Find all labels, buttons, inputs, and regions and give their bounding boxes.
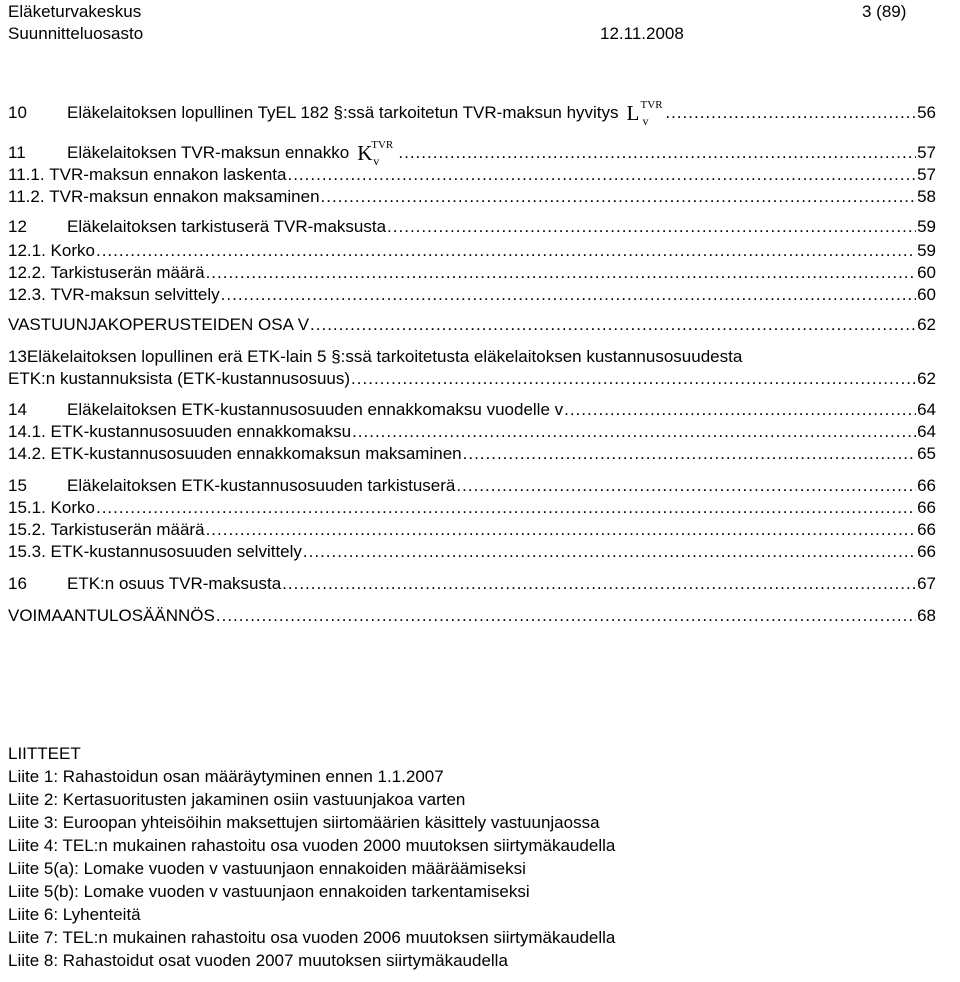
toc-label: Korko [50, 241, 95, 260]
toc-entry-14-1[interactable] [8, 421, 936, 443]
toc-page: 57 [917, 143, 936, 162]
leader-dots [287, 164, 916, 186]
appendix-title: LIITTEET [8, 744, 81, 763]
toc-number: 15 [8, 476, 27, 495]
toc-label: Eläkelaitoksen lopullinen erä ETK-lain 5 §:ssä tarkoitetusta eläkelaitoksen kustannusosuudesta [26, 347, 743, 366]
toc-entry-part-v[interactable] [8, 314, 936, 336]
toc-page: 66 [917, 476, 936, 495]
toc-page: 65 [917, 444, 936, 463]
leader-dots [352, 421, 916, 443]
leader-dots [387, 216, 916, 238]
toc-entry-13[interactable] [8, 346, 936, 390]
symbol-l-tvr-v: L TVR v [626, 99, 663, 128]
toc-page: 60 [917, 285, 936, 304]
toc-page: 66 [917, 520, 936, 539]
toc-entry-15-2[interactable] [8, 519, 936, 541]
appendix-item[interactable]: Liite 7: TEL:n mukainen rahastoitu osa vuoden 2006 muutoksen siirtymäkaudella [8, 928, 616, 947]
toc-number: 14.1. [8, 422, 46, 441]
toc-label: Eläkelaitoksen ETK-kustannusosuuden tarkistuserä [67, 476, 456, 495]
toc-entry-14[interactable] [8, 399, 936, 421]
toc-label: VASTUUNJAKOPERUSTEIDEN OSA V [8, 315, 310, 334]
toc-page: 58 [917, 187, 936, 206]
leader-dots [310, 314, 916, 336]
toc-page: 68 [917, 606, 936, 625]
toc-page: 67 [917, 574, 936, 593]
toc-entry-11-1[interactable] [8, 164, 936, 186]
toc-entry-11[interactable] [8, 138, 936, 168]
toc-page: 64 [917, 422, 936, 441]
appendix-item[interactable]: Liite 6: Lyhenteitä [8, 905, 141, 924]
toc-label: TVR-maksun ennakon laskenta [49, 165, 287, 184]
toc-entry-15-1[interactable] [8, 497, 936, 519]
toc-number: 11 [8, 143, 26, 162]
toc-number: 12.3. [8, 285, 46, 304]
leader-dots [665, 102, 916, 124]
toc-entry-14-2[interactable] [8, 443, 936, 465]
toc-number: 13 [8, 347, 27, 366]
toc-entry-12-3[interactable] [8, 284, 936, 306]
leader-dots [221, 284, 916, 306]
department-name: Suunnitteluosasto [8, 24, 144, 43]
toc-page: 57 [917, 165, 936, 184]
toc-number: 14.2. [8, 444, 46, 463]
toc-entry-12-2[interactable] [8, 262, 936, 284]
appendix-item[interactable]: Liite 4: TEL:n mukainen rahastoitu osa vuoden 2000 muutoksen siirtymäkaudella [8, 836, 616, 855]
appendix-item[interactable]: Liite 1: Rahastoidun osan määräytyminen ennen 1.1.2007 [8, 767, 444, 786]
toc-page: 60 [917, 263, 936, 282]
toc-label: ETK-kustannusosuuden selvittely [50, 542, 302, 561]
toc-entry-effect[interactable] [8, 605, 936, 627]
toc-number: 11.1. [8, 165, 45, 184]
toc-label: VOIMAANTULOSÄÄNNÖS [8, 606, 215, 625]
appendix-item[interactable]: Liite 5(a): Lomake vuoden v vastuunjaon ennakoiden määräämiseksi [8, 859, 526, 878]
toc-label-continued: ETK:n kustannuksista (ETK-kustannusosuus) [8, 369, 351, 388]
toc-label: Eläkelaitoksen TVR-maksun ennakko [67, 143, 350, 162]
appendix-item[interactable]: Liite 8: Rahastoidut osat vuoden 2007 muutoksen siirtymäkaudella [8, 951, 508, 970]
toc-number: 11.2. [8, 187, 45, 206]
appendix-item[interactable]: Liite 2: Kertasuoritusten jakaminen osiin vastuunjakoa varten [8, 790, 466, 809]
toc-entry-10[interactable] [8, 96, 936, 128]
toc-page: 62 [917, 369, 936, 388]
toc-label: Eläkelaitoksen ETK-kustannusosuuden ennakkomaksu vuodelle v [67, 400, 564, 419]
toc-label: ETK-kustannusosuuden ennakkomaksu [50, 422, 352, 441]
leader-dots [351, 368, 916, 390]
toc-page: 56 [917, 103, 936, 122]
toc-entry-11-2[interactable] [8, 186, 936, 208]
toc-number: 12.1. [8, 241, 46, 260]
toc-label: Tarkistuserän määrä [50, 263, 205, 282]
toc-number: 14 [8, 400, 27, 419]
leader-dots [216, 605, 916, 627]
page-number: 3 (89) [862, 2, 907, 21]
toc-number: 12.2. [8, 263, 46, 282]
leader-dots [206, 519, 917, 541]
toc-label: ETK-kustannusosuuden ennakkomaksun maksaminen [50, 444, 462, 463]
leader-dots [303, 541, 916, 563]
toc-entry-12[interactable] [8, 216, 936, 238]
leader-dots [564, 399, 916, 421]
org-name: Eläketurvakeskus [8, 2, 142, 21]
appendix-item[interactable]: Liite 3: Euroopan yhteisöihin maksettujen siirtomäärien käsittely vastuunjaossa [8, 813, 600, 832]
toc-entry-15-3[interactable] [8, 541, 936, 563]
toc-number: 15.1. [8, 498, 46, 517]
toc-page: 64 [917, 400, 936, 419]
leader-dots [282, 573, 916, 595]
appendix-item[interactable]: Liite 5(b): Lomake vuoden v vastuunjaon ennakoiden tarkentamiseksi [8, 882, 530, 901]
toc-number: 16 [8, 574, 27, 593]
toc-entry-12-1[interactable] [8, 240, 936, 262]
toc-number: 15.2. [8, 520, 46, 539]
leader-dots [206, 262, 917, 284]
toc-number: 12 [8, 217, 27, 236]
symbol-k-tvr-v: K TVR v [357, 139, 394, 168]
table-of-contents [8, 96, 936, 627]
toc-entry-16[interactable] [8, 573, 936, 595]
leader-dots [321, 186, 917, 208]
toc-page: 66 [917, 542, 936, 561]
toc-page: 62 [917, 315, 936, 334]
toc-page: 59 [917, 241, 936, 260]
leader-dots [463, 443, 916, 465]
toc-page: 59 [917, 217, 936, 236]
toc-entry-15[interactable] [8, 475, 936, 497]
toc-label: Tarkistuserän määrä [50, 520, 205, 539]
toc-page: 66 [917, 498, 936, 517]
toc-label: ETK:n osuus TVR-maksusta [67, 574, 282, 593]
leader-dots [96, 240, 916, 262]
leader-dots [456, 475, 916, 497]
toc-label: Eläkelaitoksen tarkistuserä TVR-maksusta [67, 217, 387, 236]
document-date: 12.11.2008 [600, 24, 684, 43]
leader-dots [96, 497, 916, 519]
toc-label: Eläkelaitoksen lopullinen TyEL 182 §:ssä tarkoitetun TVR-maksun hyvitys [67, 103, 619, 122]
toc-number: 15.3. [8, 542, 46, 561]
toc-label: Korko [50, 498, 95, 517]
toc-label: TVR-maksun selvittely [50, 285, 220, 304]
toc-number: 10 [8, 103, 27, 122]
appendix-list [8, 742, 615, 972]
leader-dots [398, 142, 916, 164]
toc-label: TVR-maksun ennakon maksaminen [49, 187, 320, 206]
